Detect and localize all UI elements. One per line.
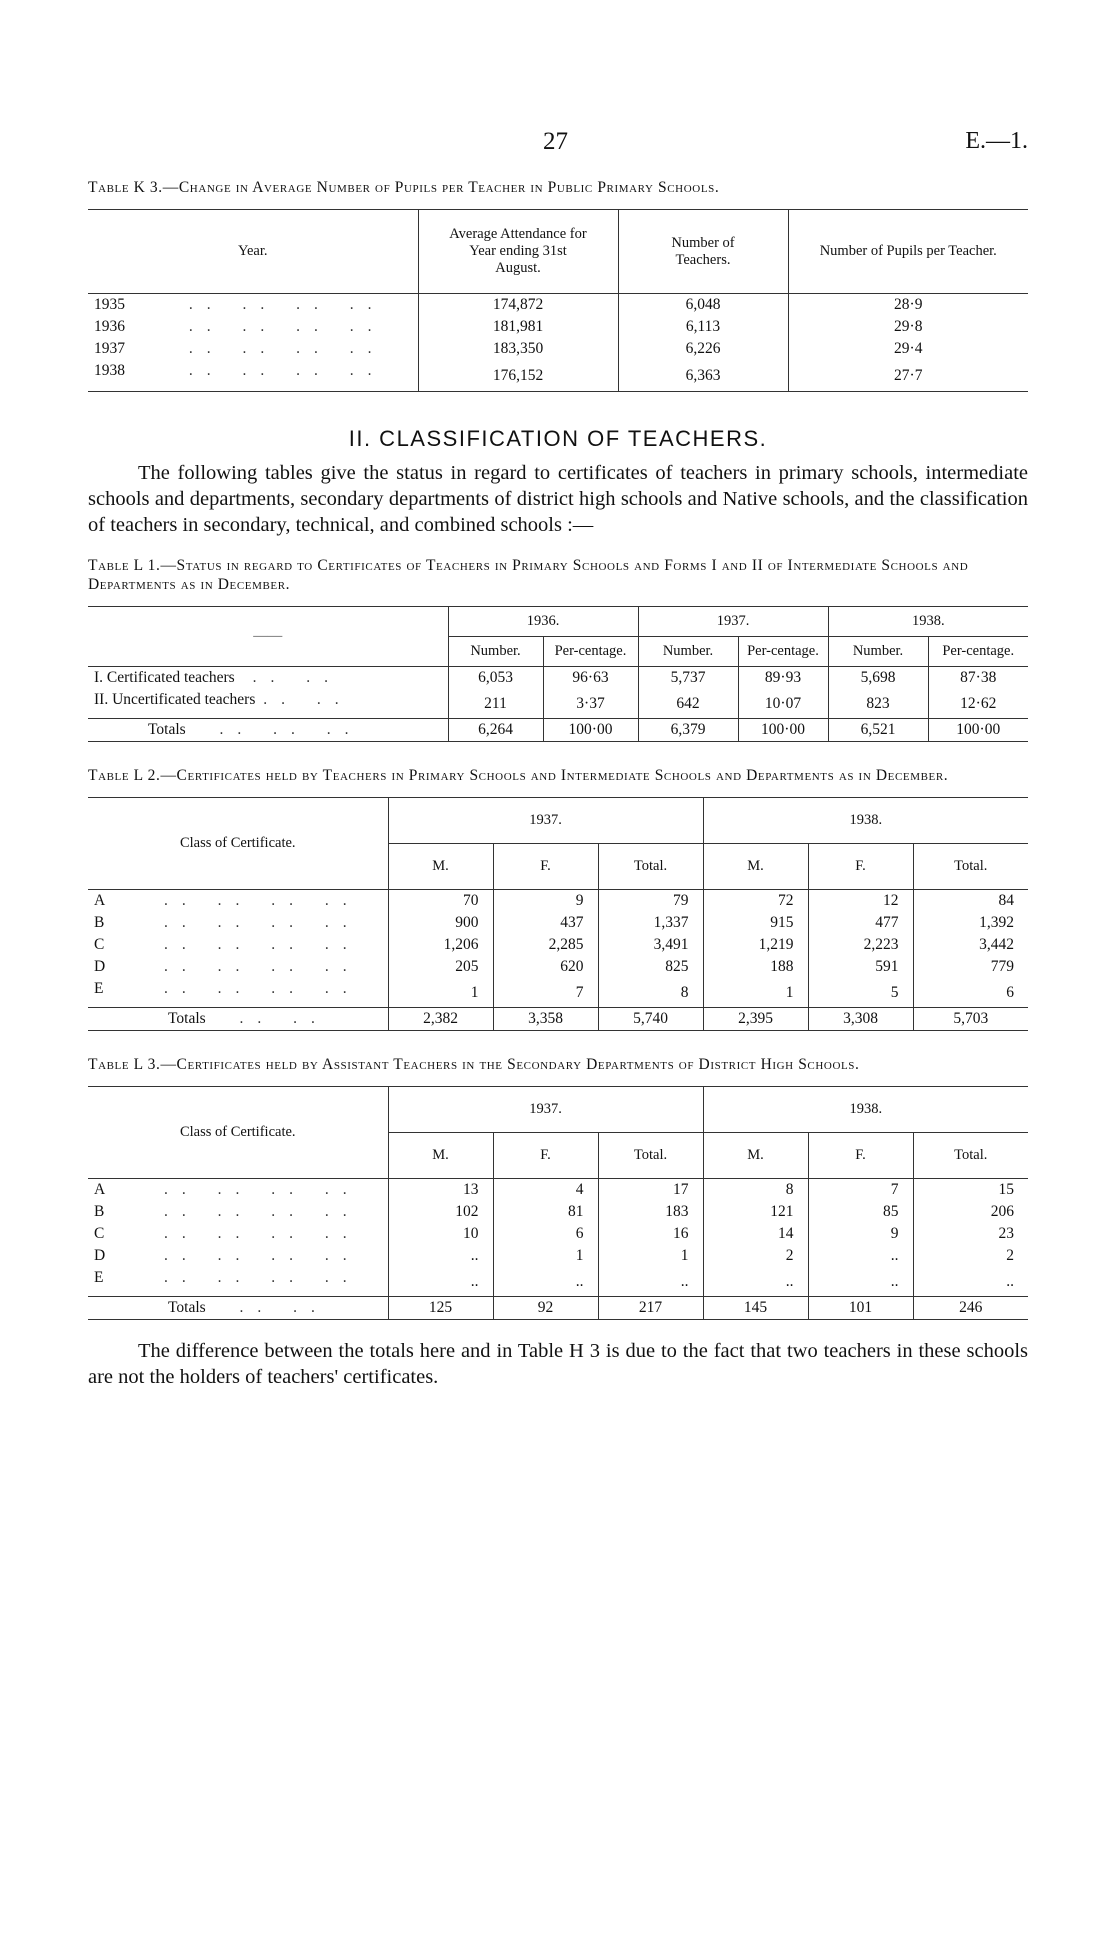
table-row: I. Certificated teachers .. .. 6,053 96·63 5,737 89·93 5,698 87·38 xyxy=(88,667,1028,690)
row-label: D xyxy=(94,1247,106,1264)
l1-year-1936: 1936. xyxy=(448,607,638,637)
l3-year-1938: 1938. xyxy=(703,1087,1028,1133)
k3-col-ratio: Number of Pupils per Teacher. xyxy=(788,210,1028,294)
row-label: I. Certificated teachers xyxy=(94,669,235,686)
table-row: D .. .. .. .. 205 620 825 188 591 779 xyxy=(88,956,1028,978)
footnote: The difference between the totals here and in Table H 3 is due to the fact that two teachers in these schools are not the holders of teachers' certificates. xyxy=(88,1340,1028,1388)
table-row: 1937 .. .. .. .. 183,350 6,226 29·4 xyxy=(88,338,1028,360)
l1-corner-dash: —— xyxy=(88,607,448,667)
l1-year-1938: 1938. xyxy=(828,607,1028,637)
row-label: B xyxy=(94,1203,105,1220)
table-l3: Class of Certificate. 1937. 1938. M. F. Total. M. F. Total. A .. .. .. .. 13 4 17 8 7 15 B .. .. .. .. 102 81 183 121 85 206 C .. .. .. .. 10 6 16 14 9 23 D .. .. .. .. .. 1 1 2 .. 2 E .. .. .. .. .. .. .. .. .. .. Totals .. .. 125 92 217 145 101 246 xyxy=(88,1086,1028,1320)
k3-col-attendance: Average Attendance for Year ending 31st August. xyxy=(418,210,618,294)
table-k3-caption: Table K 3.—Change in Average Number of Pupils per Teacher in Public Primary Schools. xyxy=(88,179,720,196)
table-row: A .. .. .. .. 13 4 17 8 7 15 xyxy=(88,1179,1028,1202)
table-row: 1935 .. .. .. .. 174,872 6,048 28·9 xyxy=(88,294,1028,317)
document-reference: E.—1. xyxy=(965,128,1028,154)
l3-year-1937: 1937. xyxy=(388,1087,703,1133)
row-label: B xyxy=(94,914,105,931)
table-k3 xyxy=(88,209,1028,392)
table-row: E .. .. .. .. 1 7 8 1 5 6 xyxy=(88,978,1028,1008)
row-label: C xyxy=(94,1225,105,1242)
totals-label: Totals xyxy=(168,1299,206,1316)
table-l2: Class of Certificate. 1937. 1938. M. F. Total. M. F. Total. A .. .. .. .. 70 9 79 72 12 84 B .. .. .. .. 900 437 1,337 915 477 1,392 C .. .. .. .. 1,206 2,285 3,491 1,219 2,223 3,442 D .. .. .. .. 205 620 825 188 591 779 E .. .. .. .. 1 7 8 1 5 6 Totals .. .. 2,382 3,358 5,740 2,395 3,308 5,703 xyxy=(88,797,1028,1031)
table-row: 1936 .. .. .. .. 181,981 6,113 29·8 xyxy=(88,316,1028,338)
table-l3-caption: Table L 3.—Certificates held by Assistant Teachers in the Secondary Departments of District High Schools. xyxy=(88,1056,860,1073)
l1-year-1937: 1937. xyxy=(638,607,828,637)
table-row: II. Uncertificated teachers .. .. 211 3·37 642 10·07 823 12·62 xyxy=(88,689,1028,719)
l3-class-header: Class of Certificate. xyxy=(88,1087,388,1179)
k3-col-teachers: Number of Teachers. xyxy=(618,210,788,294)
k3-col-year: Year. xyxy=(237,243,268,259)
document-page xyxy=(88,128,1028,1390)
table-row: D .. .. .. .. .. 1 1 2 .. 2 xyxy=(88,1245,1028,1267)
section-heading: II. CLASSIFICATION OF TEACHERS. xyxy=(348,426,768,451)
table-row: 1938 .. .. .. .. 176,152 6,363 27·7 xyxy=(88,360,1028,392)
totals-label: Totals xyxy=(168,1010,206,1027)
row-label: E xyxy=(94,980,104,997)
totals-row: Totals .. .. .. 6,264 100·00 6,379 100·00 6,521 100·00 xyxy=(88,719,1028,742)
section-intro: The following tables give the status in regard to certificates of teachers in primary schools, intermediate schools and departments, secondary departments of district high schools and Native schools, and the classification of teachers in secondary, technical, and combined schools :— xyxy=(88,462,1028,536)
row-label: E xyxy=(94,1269,104,1286)
table-l1-caption: Table L 1.—Status in regard to Certificates of Teachers in Primary Schools and Forms I and II of Intermediate Schools and Departments as in December. xyxy=(88,557,969,593)
row-label: A xyxy=(94,892,106,909)
page-header xyxy=(88,128,1028,168)
table-row: C .. .. .. .. 10 6 16 14 9 23 xyxy=(88,1223,1028,1245)
totals-row: Totals .. .. 125 92 217 145 101 246 xyxy=(88,1297,1028,1320)
row-label: II. Uncertificated teachers xyxy=(94,691,256,708)
table-row: A .. .. .. .. 70 9 79 72 12 84 xyxy=(88,890,1028,913)
totals-label: Totals xyxy=(148,721,186,738)
row-label: 1936 xyxy=(94,318,125,335)
row-label: D xyxy=(94,958,106,975)
table-row: C .. .. .. .. 1,206 2,285 3,491 1,219 2,223 3,442 xyxy=(88,934,1028,956)
row-label: 1938 xyxy=(94,362,125,379)
l2-year-1937: 1937. xyxy=(388,798,703,844)
table-l1: —— 1936. 1937. 1938. Number. Per-centage. Number. Per-centage. Number. Per-centage. I. Certificated teachers .. .. 6,053 96·63 5,737 89·93 5,698 87·38 II. Uncertificated teachers .. .. 211 3·37 642 10·07 823 12·62 Totals .. .. .. 6,264 100·00 6,379 100·00 6,521 100·00 xyxy=(88,606,1028,742)
table-row: B .. .. .. .. 900 437 1,337 915 477 1,392 xyxy=(88,912,1028,934)
l2-class-header: Class of Certificate. xyxy=(88,798,388,890)
table-row: E .. .. .. .. .. .. .. .. .. .. xyxy=(88,1267,1028,1297)
row-label: 1937 xyxy=(94,340,125,357)
table-l2-caption: Table L 2.—Certificates held by Teachers in Primary Schools and Intermediate Schools and Departments as in December. xyxy=(88,767,949,784)
totals-row: Totals .. .. 2,382 3,358 5,740 2,395 3,308 5,703 xyxy=(88,1008,1028,1031)
row-label: C xyxy=(94,936,105,953)
row-label: 1935 xyxy=(94,296,125,313)
table-row: B .. .. .. .. 102 81 183 121 85 206 xyxy=(88,1201,1028,1223)
l2-year-1938: 1938. xyxy=(703,798,1028,844)
row-label: A xyxy=(94,1181,106,1198)
page-number: 27 xyxy=(543,128,568,155)
